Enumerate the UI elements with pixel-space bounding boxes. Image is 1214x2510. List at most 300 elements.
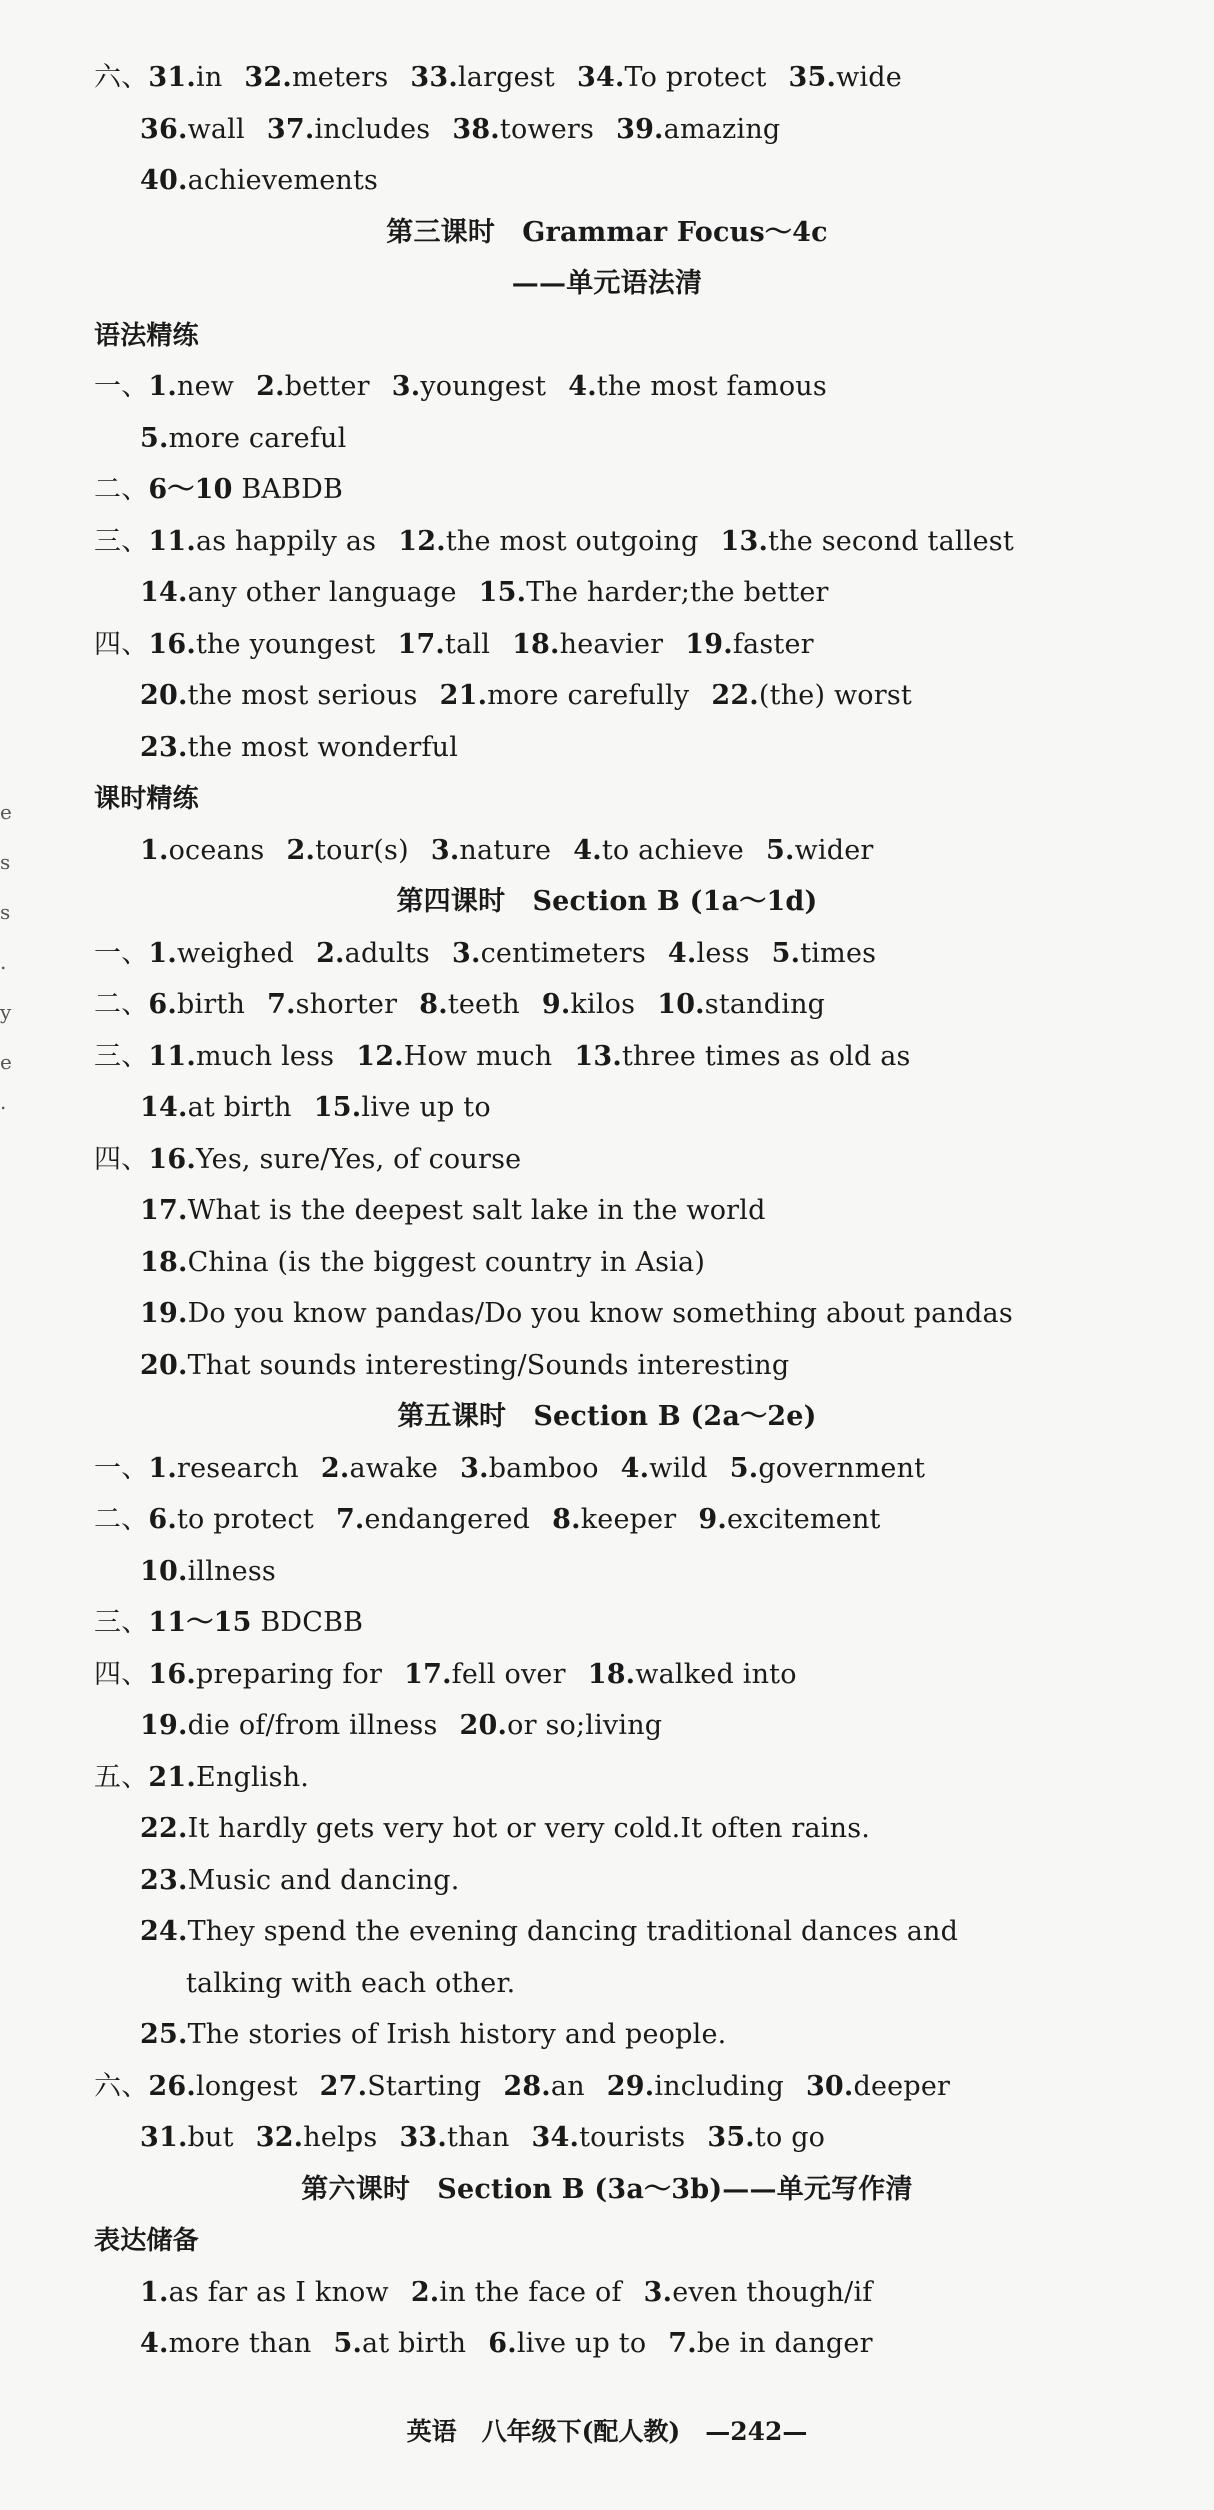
- answer-line: [94, 58, 924, 98]
- answer-text: Music and dancing.: [187, 1864, 460, 1896]
- answer-number: 18.: [512, 628, 560, 660]
- question-group-prefix: 一、: [94, 1452, 149, 1484]
- answer-number: 22.: [140, 1813, 188, 1844]
- answer-item: [148, 526, 376, 557]
- answer-number: 1.: [140, 2276, 169, 2308]
- answer-item: [552, 1504, 676, 1535]
- answer-text: any other language: [187, 577, 457, 608]
- answer-number: 15.: [478, 577, 527, 608]
- answer-item: [148, 1453, 298, 1484]
- answer-number: 10.: [140, 1555, 188, 1587]
- answer-line: [140, 1809, 892, 1849]
- answer-line: [140, 831, 896, 871]
- answer-number: 34.: [576, 62, 625, 93]
- answer-text: much less: [195, 1040, 335, 1072]
- answer-number: 34.: [531, 2122, 580, 2153]
- answer-item: [431, 835, 551, 866]
- answer-number: 31.: [140, 2122, 188, 2153]
- answer-line: [94, 470, 365, 510]
- answer-text: Starting: [367, 2070, 482, 2102]
- answer-item: [148, 1762, 309, 1793]
- answer-item: [140, 1813, 870, 1844]
- answer-number: 9.: [698, 1504, 727, 1535]
- answer-text: Do you know pandas/Do you know something about pandas: [187, 1298, 1013, 1329]
- answer-text: longest: [195, 2070, 298, 2102]
- lesson-heading: 第六课时 Section B (3a～3b)——单元写作清: [301, 2173, 913, 2205]
- answer-text: The harder;the better: [526, 577, 829, 608]
- answer-number: 3.: [451, 937, 481, 969]
- answer-item: [140, 1865, 460, 1896]
- answer-line: [140, 1706, 684, 1746]
- answer-text: in the face of: [439, 2276, 622, 2308]
- question-group-prefix: 二、: [94, 1504, 149, 1535]
- answer-item: [668, 2328, 872, 2359]
- answer-number: 6.: [488, 2328, 517, 2359]
- answer-text: the second tallest: [768, 525, 1014, 557]
- answer-item: [267, 114, 430, 145]
- answer-line: [94, 934, 898, 974]
- answer-line: [140, 161, 400, 201]
- section-label: 表达储备: [94, 2226, 199, 2256]
- answer-number: 3.: [391, 371, 421, 402]
- answer-item: [730, 1453, 925, 1484]
- answer-item: [479, 577, 829, 608]
- answer-text: the most serious: [187, 680, 418, 711]
- answer-text: helps: [303, 2122, 378, 2153]
- answer-item: [721, 526, 1014, 557]
- answer-text: to protect: [177, 1504, 314, 1535]
- answer-item: [148, 2071, 297, 2102]
- answer-number: 23.: [140, 1864, 188, 1896]
- answer-text: wall: [187, 113, 245, 145]
- answer-number: 35.: [707, 2122, 755, 2153]
- answer-item: [140, 1350, 789, 1381]
- answer-number: 29.: [606, 2070, 655, 2102]
- answer-number: 21.: [148, 1761, 196, 1793]
- answer-number: 6.: [148, 989, 177, 1020]
- answer-line: [94, 1758, 331, 1798]
- answer-text: awake: [349, 1452, 439, 1484]
- answer-number: 5.: [140, 422, 169, 454]
- answer-text: be in danger: [696, 2328, 873, 2359]
- answer-line: [140, 1243, 727, 1283]
- answer-item: [267, 989, 397, 1020]
- question-group-prefix: 六、: [94, 2070, 149, 2102]
- answer-item: [316, 938, 430, 969]
- answer-line: [94, 625, 836, 665]
- answer-item: [140, 1710, 438, 1741]
- answer-item: [140, 1195, 766, 1226]
- answer-text: wider: [794, 834, 874, 866]
- answer-item: [148, 1144, 521, 1175]
- answer-text: (the) worst: [758, 680, 912, 711]
- answer-text: faster: [732, 628, 814, 660]
- answer-item: [140, 2277, 389, 2308]
- answer-item: [140, 1247, 705, 1278]
- answer-text: The stories of Irish history and people.: [187, 2019, 727, 2050]
- answer-item: [256, 371, 370, 402]
- answer-number: 39.: [616, 113, 664, 145]
- answer-item: [452, 114, 594, 145]
- answer-item: [140, 2328, 311, 2359]
- answer-text: heavier: [559, 628, 664, 660]
- answer-number: 38.: [452, 113, 500, 145]
- answer-item: [440, 680, 690, 711]
- answer-item: [336, 1504, 530, 1535]
- answer-text: even though/if: [672, 2276, 873, 2308]
- answer-line: [140, 1861, 482, 1901]
- lesson-heading: 第四课时 Section B (1a～1d): [396, 886, 818, 917]
- answer-text: less: [696, 937, 750, 969]
- answer-line: [140, 2015, 748, 2055]
- answer-number: 19.: [140, 1298, 188, 1329]
- question-group-prefix: 一、: [94, 937, 149, 969]
- answer-number: 4.: [140, 2328, 169, 2359]
- answer-text: fell over: [451, 1658, 566, 1690]
- answer-item: [419, 989, 520, 1020]
- answer-item: [542, 989, 635, 1020]
- answer-number: 5.: [771, 937, 801, 969]
- answer-item: [411, 2277, 622, 2308]
- answer-text: wild: [649, 1452, 708, 1484]
- answer-line: [94, 1603, 385, 1643]
- answer-number: 2.: [410, 2276, 440, 2308]
- answer-line: [140, 1912, 980, 1952]
- answer-number: 19.: [140, 1710, 188, 1741]
- answer-number: 30.: [805, 2070, 854, 2102]
- answer-line: [140, 676, 934, 716]
- answer-text: but: [187, 2122, 234, 2153]
- answer-number: 8.: [419, 989, 448, 1020]
- answer-line: [94, 985, 847, 1025]
- bleed-through-mark: .: [0, 950, 7, 974]
- question-group-prefix: 一、: [94, 371, 149, 402]
- answer-text: in: [195, 62, 223, 93]
- lesson-heading: 第五课时 Section B (2a～2e): [397, 1401, 817, 1432]
- answer-item: [140, 2122, 234, 2153]
- answer-text: research: [177, 1452, 299, 1484]
- answer-text: the most wonderful: [187, 731, 459, 763]
- answer-text: weighed: [177, 937, 295, 969]
- answer-item: [140, 732, 458, 763]
- answer-number: 3.: [643, 2276, 673, 2308]
- answer-line: [94, 1500, 903, 1540]
- answer-text: nature: [459, 834, 552, 866]
- answer-text: than: [447, 2122, 510, 2153]
- question-group-prefix: 二、: [94, 474, 149, 505]
- answer-item: [577, 62, 767, 93]
- answer-text: an: [550, 2070, 585, 2102]
- answer-line: [140, 1552, 298, 1592]
- answer-number: 1.: [148, 937, 177, 969]
- answer-number: 6～10: [148, 474, 233, 505]
- answer-number: 18.: [140, 1246, 188, 1278]
- answer-item: [460, 1710, 663, 1741]
- answer-number: 2.: [316, 937, 345, 969]
- answer-line: [94, 1037, 933, 1077]
- answer-item: [140, 423, 346, 454]
- answer-number: 25.: [140, 2019, 188, 2050]
- answer-line: [94, 2067, 972, 2107]
- answer-item: [356, 1041, 552, 1072]
- answer-number: 20.: [140, 680, 188, 711]
- answer-number: 5.: [729, 1452, 759, 1484]
- answer-item: [607, 2071, 784, 2102]
- answer-number: 2.: [320, 1452, 350, 1484]
- answer-item: [644, 2277, 873, 2308]
- answer-text: three times as old as: [621, 1040, 911, 1072]
- page-footer: 英语 八年级下(配人教) —242—: [406, 2417, 808, 2446]
- answer-item: [140, 1556, 276, 1587]
- answer-text: oceans: [168, 834, 265, 866]
- answer-number: 40.: [140, 165, 188, 196]
- answer-line: [140, 2273, 895, 2313]
- answer-text: standing: [704, 989, 826, 1020]
- answer-text: at birth: [362, 2328, 467, 2359]
- answer-text: keeper: [580, 1504, 677, 1535]
- answer-number: 5.: [765, 834, 795, 866]
- answer-text: live up to: [516, 2328, 647, 2359]
- answer-item: [140, 165, 378, 196]
- answer-number: 13.: [574, 1040, 622, 1072]
- answer-number: 37.: [266, 113, 315, 145]
- answer-item: [668, 938, 750, 969]
- answer-item: [452, 938, 646, 969]
- answer-text: English.: [195, 1761, 310, 1793]
- answer-line: [140, 573, 851, 613]
- answer-text: BDCBB: [251, 1607, 364, 1638]
- answer-text: largest: [457, 62, 555, 93]
- answer-text: as far as I know: [168, 2276, 389, 2308]
- answer-text: better: [284, 371, 370, 402]
- question-group-prefix: 二、: [94, 989, 149, 1020]
- answer-text: amazing: [663, 113, 781, 145]
- answer-item: [404, 1659, 566, 1690]
- answer-line: [140, 110, 802, 150]
- answer-text: tourists: [579, 2122, 686, 2153]
- answer-item: [573, 835, 744, 866]
- answer-text: excitement: [726, 1504, 881, 1535]
- answer-number: 21.: [439, 680, 488, 711]
- answer-number: 17.: [404, 1658, 452, 1690]
- answer-number: 36.: [140, 113, 188, 145]
- bleed-through-mark: .: [0, 1090, 7, 1114]
- answer-item: [532, 2122, 686, 2153]
- answer-text: meters: [292, 62, 389, 93]
- answer-number: 7.: [267, 989, 296, 1020]
- answer-text: To protect: [624, 62, 767, 93]
- answer-item: [148, 1607, 363, 1638]
- answer-item: [512, 629, 663, 660]
- answer-number: 3.: [460, 1452, 489, 1484]
- answer-item: [287, 835, 409, 866]
- answer-number: 7.: [335, 1504, 365, 1535]
- answer-number: 27.: [319, 2070, 368, 2102]
- answer-number: 19.: [685, 628, 733, 660]
- answer-item: [698, 1504, 880, 1535]
- answer-item: [772, 938, 877, 969]
- answer-text: endangered: [364, 1504, 531, 1535]
- answer-number: 13.: [720, 525, 769, 557]
- answer-text: kilos: [570, 989, 636, 1020]
- answer-item: [148, 1659, 382, 1690]
- answer-text: includes: [314, 113, 431, 145]
- answer-item: [244, 62, 388, 93]
- answer-number: 3.: [430, 834, 460, 866]
- answer-number: 2.: [256, 371, 285, 402]
- answer-number: 1.: [148, 1452, 177, 1484]
- answer-text: the most famous: [596, 371, 827, 402]
- answer-number: 20.: [459, 1710, 508, 1741]
- answer-number: 24.: [140, 1916, 188, 1947]
- answer-line: [140, 2118, 847, 2158]
- answer-text: That sounds interesting/Sounds interesting: [187, 1349, 790, 1381]
- answer-text: tour(s): [315, 834, 409, 866]
- answer-number: 35.: [788, 62, 837, 93]
- answer-text: new: [177, 371, 235, 402]
- answer-number: 14.: [140, 1092, 188, 1123]
- bleed-through-mark: e: [0, 1050, 12, 1074]
- answer-item: [148, 629, 375, 660]
- answer-text: government: [758, 1452, 926, 1484]
- answer-item: [488, 2328, 646, 2359]
- question-group-prefix: 四、: [94, 1658, 149, 1690]
- bleed-through-mark: y: [0, 1000, 12, 1024]
- answer-text: bamboo: [488, 1452, 599, 1484]
- answer-item: [574, 1041, 910, 1072]
- answer-line: [140, 2324, 895, 2364]
- answer-text: more careful: [168, 422, 347, 454]
- answer-item: [148, 62, 222, 93]
- answer-number: 4.: [573, 834, 602, 866]
- answer-text: or so;living: [507, 1710, 663, 1741]
- answer-number: 10.: [657, 989, 705, 1020]
- answer-number: 14.: [140, 577, 188, 608]
- question-group-prefix: 四、: [94, 1143, 149, 1175]
- answer-item: [256, 2122, 378, 2153]
- answer-item: [657, 989, 825, 1020]
- answer-item: [766, 835, 874, 866]
- answer-number: 8.: [552, 1504, 581, 1535]
- answer-number: 22.: [711, 680, 759, 711]
- answer-line: [140, 728, 480, 768]
- answer-item: [588, 1659, 797, 1690]
- answer-number: 4.: [667, 937, 697, 969]
- answer-item: [398, 526, 698, 557]
- answer-text: times: [800, 937, 877, 969]
- answer-text: preparing for: [195, 1658, 383, 1690]
- answer-item: [711, 680, 912, 711]
- answer-text: as happily as: [195, 525, 377, 557]
- answer-text: How much: [403, 1040, 553, 1072]
- section-label: 课时精练: [94, 784, 199, 814]
- answer-number: 1.: [148, 371, 177, 402]
- answer-text: including: [654, 2070, 784, 2102]
- answer-item: [148, 938, 294, 969]
- answer-item: [148, 1504, 314, 1535]
- answer-text: centimeters: [480, 937, 646, 969]
- lesson-subheading: ——单元语法清: [511, 268, 703, 299]
- answer-number: 20.: [140, 1349, 188, 1381]
- answer-number: 23.: [140, 731, 188, 763]
- answer-line: [94, 367, 849, 407]
- answer-text: to achieve: [601, 834, 744, 866]
- answer-text: talking with each other.: [186, 1967, 516, 1999]
- answer-item: [460, 1453, 599, 1484]
- answer-number: 11.: [148, 525, 196, 557]
- answer-line: [140, 1294, 1035, 1334]
- answer-text: the youngest: [195, 628, 376, 660]
- answer-number: 11～15: [148, 1607, 252, 1638]
- answer-item: [140, 577, 457, 608]
- answer-text: the most outgoing: [445, 525, 699, 557]
- answer-text: tall: [445, 628, 491, 660]
- answer-text: walked into: [635, 1658, 797, 1690]
- section-label: 语法精练: [94, 320, 199, 351]
- answer-text: illness: [187, 1555, 276, 1587]
- answer-number: 4.: [568, 371, 597, 402]
- answer-text: die of/from illness: [187, 1710, 438, 1741]
- answer-text: It hardly gets very hot or very cold.It often rains.: [187, 1813, 871, 1844]
- answer-item: [140, 1298, 1013, 1329]
- answer-item: [621, 1453, 708, 1484]
- answer-number: 31.: [148, 62, 196, 93]
- answer-text: deeper: [853, 2070, 951, 2102]
- answer-line: [140, 1346, 811, 1386]
- answer-line: [140, 1191, 788, 1231]
- answer-text: wide: [836, 62, 902, 93]
- bleed-through-mark: s: [0, 900, 11, 924]
- answer-text: shorter: [295, 989, 398, 1020]
- bleed-through-mark: e: [0, 800, 12, 824]
- answer-text: live up to: [361, 1092, 491, 1123]
- question-group-prefix: 五、: [94, 1761, 149, 1793]
- answer-text: towers: [499, 113, 595, 145]
- answer-text: to go: [754, 2122, 826, 2153]
- answer-number: 4.: [620, 1452, 650, 1484]
- answer-item: [140, 835, 265, 866]
- answer-number: 7.: [668, 2328, 697, 2359]
- answer-item: [148, 1041, 334, 1072]
- answer-line: [94, 1140, 543, 1180]
- answer-number: 16.: [148, 1143, 196, 1175]
- answer-item: [410, 62, 555, 93]
- answer-item: [333, 2328, 466, 2359]
- answer-number: 17.: [397, 628, 446, 660]
- answer-number: 32.: [244, 62, 292, 93]
- answer-number: 9.: [541, 989, 571, 1020]
- answer-text: They spend the evening dancing traditional dances and: [187, 1916, 959, 1947]
- answer-item: [140, 1916, 958, 1947]
- answer-item: [616, 114, 780, 145]
- answer-item: [320, 2071, 482, 2102]
- answer-text: China (is the biggest country in Asia): [187, 1246, 706, 1278]
- answer-item: [140, 1092, 292, 1123]
- answer-line: [94, 522, 1036, 562]
- answer-text: achievements: [187, 165, 379, 196]
- answer-item: [148, 371, 234, 402]
- answer-number: 16.: [148, 1658, 196, 1690]
- lesson-heading: 第三课时 Grammar Focus～4c: [386, 216, 828, 248]
- answer-line: [94, 1655, 819, 1695]
- answer-item: [140, 114, 245, 145]
- answer-text: adults: [344, 937, 430, 969]
- answer-number: 16.: [148, 628, 196, 660]
- answer-item: [148, 989, 245, 1020]
- answer-number: 12.: [398, 525, 446, 557]
- answer-line: [140, 1088, 513, 1128]
- answer-number: 33.: [399, 2122, 448, 2153]
